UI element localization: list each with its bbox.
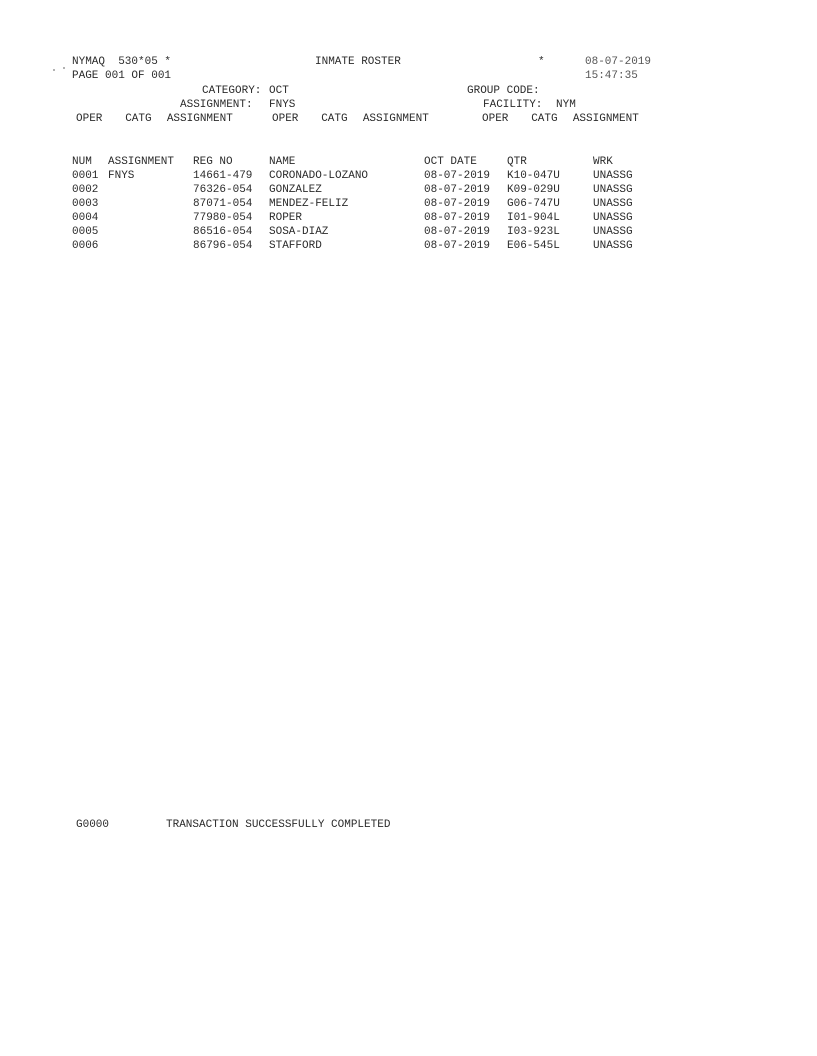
oper-catg-header: OPER CATG ASSIGNMENT [76, 113, 233, 125]
col-header-num: NUM [72, 156, 92, 168]
cell-wrk: UNASSG [593, 212, 633, 224]
cell-qtr: G06-747U [507, 198, 560, 210]
cell-oct-date: 08-07-2019 [424, 212, 491, 224]
cell-num: 0006 [72, 240, 99, 252]
cell-name: SOSA-DIAZ [269, 226, 329, 238]
col-header-assignment: ASSIGNMENT [108, 156, 175, 168]
cell-wrk: UNASSG [593, 226, 633, 238]
facility-label: FACILITY: [483, 99, 543, 111]
cell-num: 0002 [72, 184, 99, 196]
cell-oct-date: 08-07-2019 [424, 170, 491, 182]
cell-oct-date: 08-07-2019 [424, 226, 491, 238]
oper-catg-header: OPER CATG ASSIGNMENT [482, 113, 639, 125]
report-date: 08-07-2019 [585, 56, 652, 68]
col-header-name: NAME [269, 156, 296, 168]
cell-assignment: FNYS [108, 170, 135, 182]
cell-wrk: UNASSG [593, 240, 633, 252]
cell-oct-date: 08-07-2019 [424, 240, 491, 252]
cell-reg-no: 86516-054 [193, 226, 253, 238]
cell-qtr: E06-545L [507, 240, 560, 252]
scan-speck [63, 67, 65, 69]
cell-reg-no: 14661-479 [193, 170, 253, 182]
cell-oct-date: 08-07-2019 [424, 198, 491, 210]
cell-num: 0003 [72, 198, 99, 210]
cell-reg-no: 86796-054 [193, 240, 253, 252]
cell-qtr: K10-047U [507, 170, 560, 182]
col-header-wrk: WRK [593, 156, 613, 168]
cell-num: 0005 [72, 226, 99, 238]
cell-wrk: UNASSG [593, 170, 633, 182]
cell-reg-no: 76326-054 [193, 184, 253, 196]
col-header-reg-no: REG NO [193, 156, 233, 168]
page-indicator: PAGE 001 OF 001 [72, 70, 172, 82]
report-title: INMATE ROSTER [315, 56, 401, 68]
category-value: OCT [269, 85, 289, 97]
header-star: * [538, 56, 545, 68]
cell-reg-no: 77980-054 [193, 212, 253, 224]
cell-qtr: K09-029U [507, 184, 560, 196]
oper-catg-header: OPER CATG ASSIGNMENT [272, 113, 429, 125]
cell-qtr: I01-904L [507, 212, 560, 224]
cell-reg-no: 87071-054 [193, 198, 253, 210]
cell-name: CORONADO-LOZANO [269, 170, 369, 182]
assignment-label: ASSIGNMENT: [180, 99, 253, 111]
assignment-value: FNYS [269, 99, 296, 111]
cell-num: 0001 [72, 170, 99, 182]
cell-wrk: UNASSG [593, 184, 633, 196]
facility-value: NYM [556, 99, 576, 111]
cell-oct-date: 08-07-2019 [424, 184, 491, 196]
cell-qtr: I03-923L [507, 226, 560, 238]
scan-speck [53, 69, 55, 71]
cell-name: GONZALEZ [269, 184, 322, 196]
status-message: TRANSACTION SUCCESSFULLY COMPLETED [166, 819, 391, 831]
report-time: 15:47:35 [585, 70, 638, 82]
cell-name: STAFFORD [269, 240, 322, 252]
system-id: NYMAQ 530*05 * [72, 56, 172, 68]
cell-wrk: UNASSG [593, 198, 633, 210]
status-code: G0000 [76, 819, 110, 831]
cell-name: ROPER [269, 212, 303, 224]
group-code-label: GROUP CODE: [467, 85, 540, 97]
col-header-oct-date: OCT DATE [424, 156, 477, 168]
col-header-qtr: QTR [507, 156, 527, 168]
cell-name: MENDEZ-FELIZ [269, 198, 349, 210]
category-label: CATEGORY: [202, 85, 262, 97]
cell-num: 0004 [72, 212, 99, 224]
